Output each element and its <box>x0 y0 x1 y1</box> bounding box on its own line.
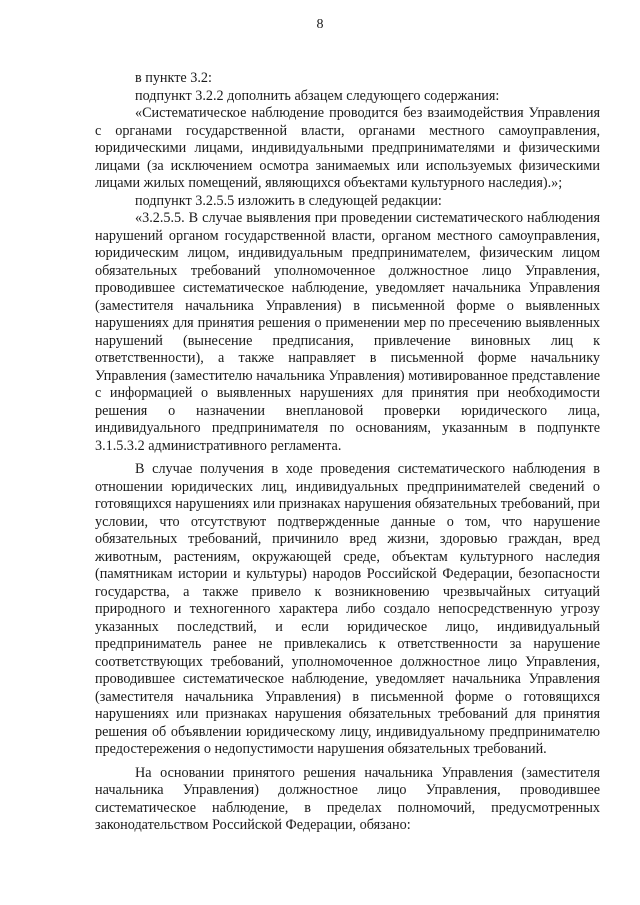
paragraph-subclause-add: подпункт 3.2.2 дополнить абзацем следующего содержания: <box>135 87 500 104</box>
page-number: 8 <box>316 17 324 32</box>
paragraph-warning-case: В случае получения в ходе проведения систематического наблюдения в отношении юридических лиц, индивидуальных предпринимателей сведений о готовящихся нарушениях или признаках нарушения обязательных требований, при условии, что отсутствуют подтвержденные данные о том, что нарушение обязательных требований, причинило вред жизни, здоровью граждан, вред животным, растениям, окружающей среде, объектам культурного наследия (памятникам истории и культуры) народов Российской Федерации, безопасности государства, а также привело к возникновению чрезвычайных ситуаций природного и техногенного характера либо создало непосредственную угрозу указанных последствий, и если юридическое лицо, индивидуальный предприниматель ранее не привлекались к ответственности за нарушение соответствующих требований, уполномоченное должностное лицо Управления, проводившее систематическое наблюдение, уведомляет начальника Управления (заместителя начальника Управления) в письменной форме о готовящихся нарушениях или признаках нарушения обязательных требований для принятия решения об объявлении юридическому лицу, индивидуальному предпринимателю предостережения о недопустимости нарушения обязательных требований. <box>95 461 600 757</box>
paragraph-quoted-addition: «Систематическое наблюдение проводится без взаимодействия Управления с органами государственной власти, органами местного самоуправления, юридическими лицами, индивидуальными предпринимателями и физическими лицами (за исключением осмотра занимаемых или используемых физическими лицами жилых помещений, являющихся объектами культурного наследия).»; <box>95 105 600 191</box>
document-body <box>95 70 600 835</box>
paragraph-amendment-clause: в пункте 3.2: <box>135 70 212 86</box>
paragraph-obligation-intro: На основании принятого решения начальника Управления (заместителя начальника Управления) должностное лицо Управления, проводившее систематическое наблюдение, в пределах полномочий, предусмотренных законодательством Российской Федерации, обязано: <box>95 764 600 833</box>
paragraph-subclause-edit: подпункт 3.2.5.5 изложить в следующей редакции: <box>135 192 442 209</box>
paragraph-clause-3-2-5-5: «3.2.5.5. В случае выявления при проведении систематического наблюдения нарушений органом государственной власти, органом местного самоуправления, юридическим лицом, индивидуальным предпринимателем, физическим лицом обязательных требований уполномоченное должностное лицо Управления, проводившее систематическое наблюдение, уведомляет начальника Управления (заместителя начальника Управления) в письменной форме о выявленных нарушениях для принятия решения о применении мер по пресечению выявленных нарушений (вынесение предписания, привлечение виновных лиц к ответственности), а также направляет в письменной форме начальнику Управления (заместителю начальника Управления) мотивированное представление с информацией о выявленных нарушениях для принятия при необходимости решения о назначении внеплановой проверки юридического лица, индивидуального предпринимателя по основаниям, указанным в подпункте 3.1.5.3.2 административного регламента. <box>95 210 600 454</box>
